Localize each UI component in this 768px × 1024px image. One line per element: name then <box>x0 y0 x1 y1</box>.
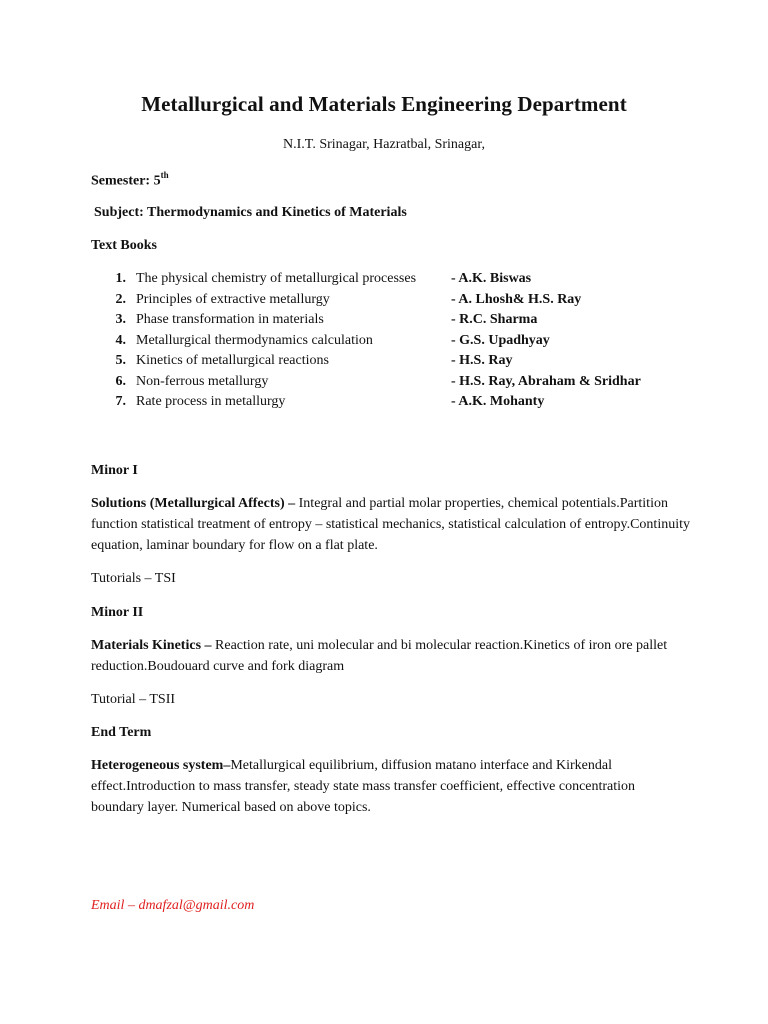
minor-1-topic: Solutions (Metallurgical Affects) – <box>91 496 296 511</box>
textbook-author: - R.C. Sharma <box>451 312 538 327</box>
textbook-item <box>108 374 708 395</box>
textbook-item <box>108 333 708 354</box>
end-term-text: Metallurgical equilibrium, diffusion matano interface and Kirkendal effect.Introduction to mass transfer, steady state mass transfer coefficient, effective concentration boundary layer. Numerical based on above topics. <box>91 758 636 815</box>
semester-label <box>91 171 169 190</box>
page-title: Metallurgical and Materials Engineering Department <box>141 92 627 116</box>
textbook-title: The physical chemistry of metallurgical processes <box>136 271 417 286</box>
subject-line: Subject: Thermodynamics and Kinetics of Materials <box>94 205 407 220</box>
contact-email: Email – dmafzal@gmail.com <box>91 898 255 913</box>
textbook-number: 2. <box>115 291 126 307</box>
end-term-topic: Heterogeneous system– <box>91 758 231 773</box>
textbook-title: Principles of extractive metallurgy <box>136 291 330 307</box>
textbook-title: Metallurgical thermodynamics calculation <box>136 332 373 348</box>
textbook-number: 6. <box>115 373 126 389</box>
textbook-title: Phase transformation in materials <box>136 312 324 327</box>
textbook-author: - H.S. Ray, Abraham & Sridhar <box>451 373 641 389</box>
textbooks-heading: Text Books <box>91 238 158 253</box>
textbook-author: - G.S. Upadhyay <box>451 332 550 348</box>
minor-2-heading: Minor II <box>91 605 144 620</box>
minor-2-tutorial: Tutorial – TSII <box>91 692 176 707</box>
minor-1-tutorial: Tutorials – TSI <box>91 571 176 586</box>
end-term-content <box>91 755 691 818</box>
textbook-item <box>108 353 708 374</box>
textbook-author: - A.K. Mohanty <box>451 394 545 409</box>
minor-2-content <box>91 635 691 677</box>
minor-2-topic: Materials Kinetics – <box>91 638 212 653</box>
textbook-number: 4. <box>115 332 126 348</box>
semester-suffix: th <box>160 170 169 180</box>
textbook-title: Kinetics of metallurgical reactions <box>136 353 329 368</box>
textbook-list <box>108 271 708 415</box>
textbook-author: - A.K. Biswas <box>451 271 532 286</box>
textbook-item <box>108 394 708 415</box>
textbook-item <box>108 292 708 313</box>
textbook-author: - A. Lhosh& H.S. Ray <box>451 291 582 307</box>
minor-1-heading: Minor I <box>91 463 138 478</box>
textbook-title: Rate process in metallurgy <box>136 394 286 409</box>
textbook-item <box>108 312 708 333</box>
minor-1-content <box>91 493 691 556</box>
textbook-title: Non-ferrous metallurgy <box>136 373 269 389</box>
institution-address: N.I.T. Srinagar, Hazratbal, Srinagar, <box>283 137 485 152</box>
end-term-heading: End Term <box>91 725 152 740</box>
textbook-number: 3. <box>115 312 126 327</box>
minor-1-text: Integral and partial molar properties, chemical potentials.Partition function statistical treatment of entropy – statistical mechanics, statistical calculation of entropy.Continuity equation, laminar boundary for flow on a flat plate. <box>91 496 690 553</box>
minor-2-text: Reaction rate, uni molecular and bi molecular reaction.Kinetics of iron ore pallet reduction.Boudouard curve and fork diagram <box>91 638 668 674</box>
textbook-number: 5. <box>115 353 126 368</box>
textbook-item <box>108 271 708 292</box>
semester-text: Semester: 5 <box>91 173 161 189</box>
textbook-author: - H.S. Ray <box>451 353 513 368</box>
textbook-number: 1. <box>115 271 126 286</box>
textbook-number: 7. <box>115 394 126 409</box>
